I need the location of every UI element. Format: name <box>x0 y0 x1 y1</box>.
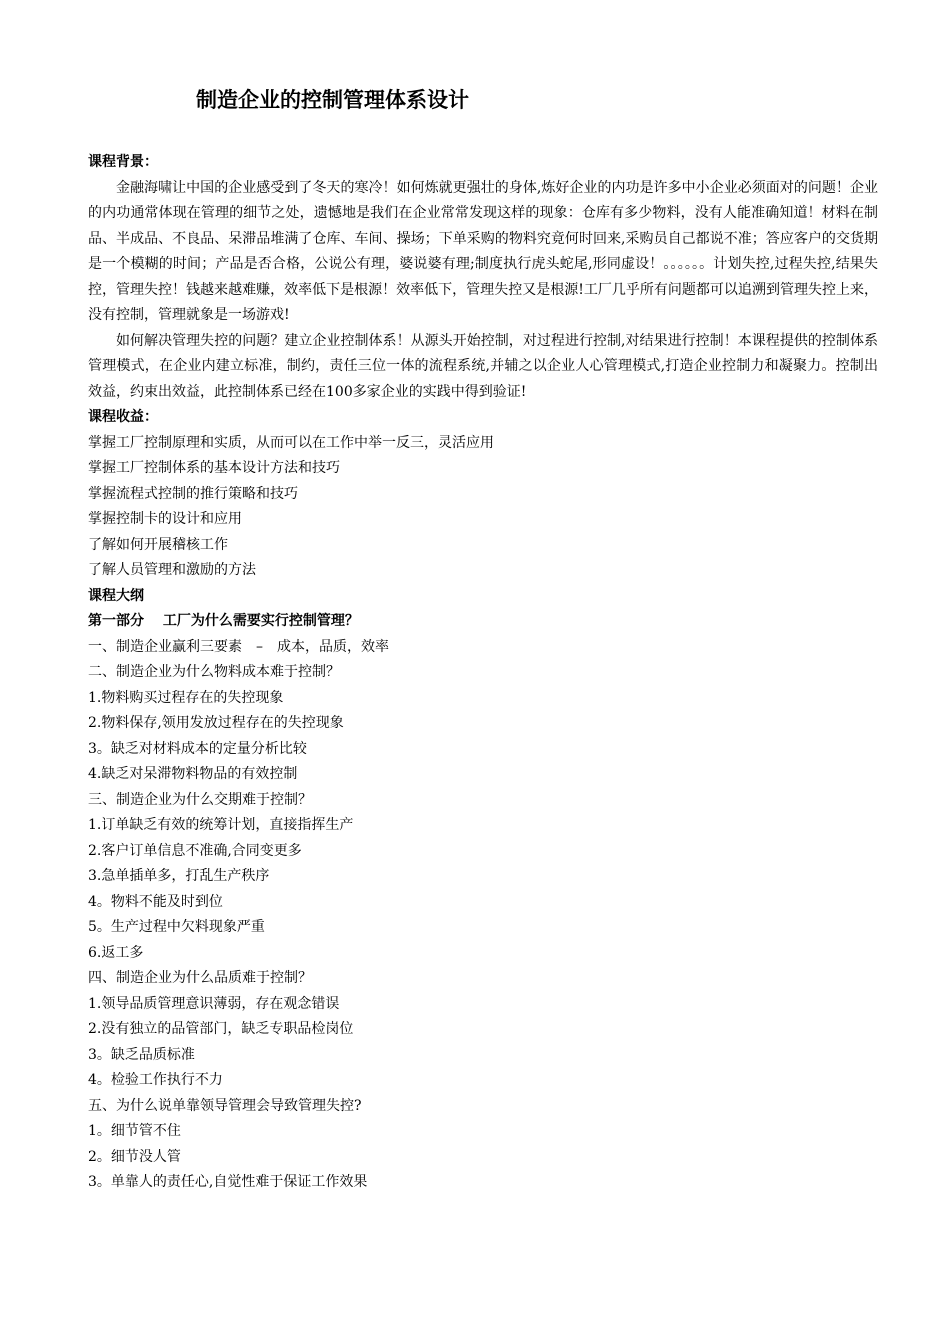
benefit-item: 了解如何开展稽核工作 <box>88 536 228 553</box>
benefit-item: 掌握控制卡的设计和应用 <box>88 511 242 527</box>
outline-line: 2。细节没人管 <box>88 1148 181 1165</box>
outline-line: 1.领导品质管理意识薄弱，存在观念错误 <box>88 995 340 1012</box>
outline-heading: 课程大纲 <box>88 587 144 604</box>
outline-line: 3。单靠人的责任心,自觉性难于保证工作效果 <box>88 1174 368 1190</box>
outline-line: 1.物料购买过程存在的失控现象 <box>88 689 284 706</box>
outline-line: 4.缺乏对呆滞物料物品的有效控制 <box>88 766 298 782</box>
outline-line: 五、为什么说单靠领导管理会导致管理失控? <box>88 1097 362 1114</box>
outline-part-title: 第一部分 工厂为什么需要实行控制管理？ <box>88 613 359 629</box>
document-title: 制造企业的控制管理体系设计 <box>196 88 469 112</box>
outline-line: 2.没有独立的品管部门，缺乏专职品检岗位 <box>88 1021 354 1037</box>
outline-line: 二、制造企业为什么物料成本难于控制？ <box>88 664 340 680</box>
outline-line: 4。物料不能及时到位 <box>88 893 223 910</box>
outline-line: 5。生产过程中欠料现象严重 <box>88 919 265 935</box>
document-page <box>88 80 878 1196</box>
outline-line: 1。细节管不住 <box>88 1123 181 1139</box>
benefit-item: 掌握流程式控制的推行策略和技巧 <box>88 485 298 502</box>
outline-section <box>88 584 878 1196</box>
outline-line: 三、制造企业为什么交期难于控制？ <box>88 791 312 808</box>
background-paragraph-2: 如何解决管理失控的问题？建立企业控制体系！从源头开始控制，对过程进行控制,对结果进行控制！本课程提供的控制体系管理模式，在企业内建立标准，制约，责任三位一体的流程系统,并辅之以企业人心管理模式,打造企业控制力和凝聚力。控制出效益，约束出效益，此控制体系已经在100多家企业的实践中得到验证! <box>88 332 878 400</box>
benefits-heading: 课程收益： <box>88 409 158 425</box>
outline-line: 3。缺乏对材料成本的定量分析比较 <box>88 740 307 757</box>
outline-line: 1.订单缺乏有效的统筹计划，直接指挥生产 <box>88 817 354 833</box>
outline-line: 2.物料保存,领用发放过程存在的失控现象 <box>88 715 344 731</box>
outline-line: 一、制造企业赢利三要素 – 成本，品质，效率 <box>88 638 389 655</box>
background-section <box>88 150 878 405</box>
benefit-item: 了解人员管理和激励的方法 <box>88 562 256 578</box>
outline-line: 四、制造企业为什么品质难于控制？ <box>88 970 312 986</box>
outline-line: 4。检验工作执行不力 <box>88 1072 223 1088</box>
outline-line: 2.客户订单信息不准确,合同变更多 <box>88 842 302 859</box>
benefit-item: 掌握工厂控制体系的基本设计方法和技巧 <box>88 460 340 476</box>
background-paragraph-1: 金融海啸让中国的企业感受到了冬天的寒冷！如何炼就更强壮的身体,炼好企业的内功是许多中小企业必须面对的问题！企业的内功通常体现在管理的细节之处，遗憾地是我们在企业常常发现这样的现象：仓库有多少物料，没有人能准确知道！材料在制品、半成品、不良品、呆滞品堆满了仓库、车间、操场；下单采购的物料究竟何时回来,采购员自己都说不准；答应客户的交货期是一个模糊的时间；产品是否合格，公说公有理，婆说婆有理;制度执行虎头蛇尾,形同虚设！。。。。。。计划失控,过程失控,结果失控，管理失控！钱越来越难赚，效率低下是根源！效率低下，管理失控又是根源!工厂几乎所有问题都可以追溯到管理失控上来，没有控制，管理就象是一场游戏! <box>88 179 878 323</box>
outline-line: 3.急单插单多，打乱生产秩序 <box>88 868 270 884</box>
outline-line: 6.返工多 <box>88 944 144 961</box>
outline-line: 3。缺乏品质标准 <box>88 1046 195 1063</box>
benefit-item: 掌握工厂控制原理和实质，从而可以在工作中举一反三，灵活应用 <box>88 434 494 451</box>
background-heading: 课程背景： <box>88 154 158 170</box>
benefits-section <box>88 405 878 584</box>
